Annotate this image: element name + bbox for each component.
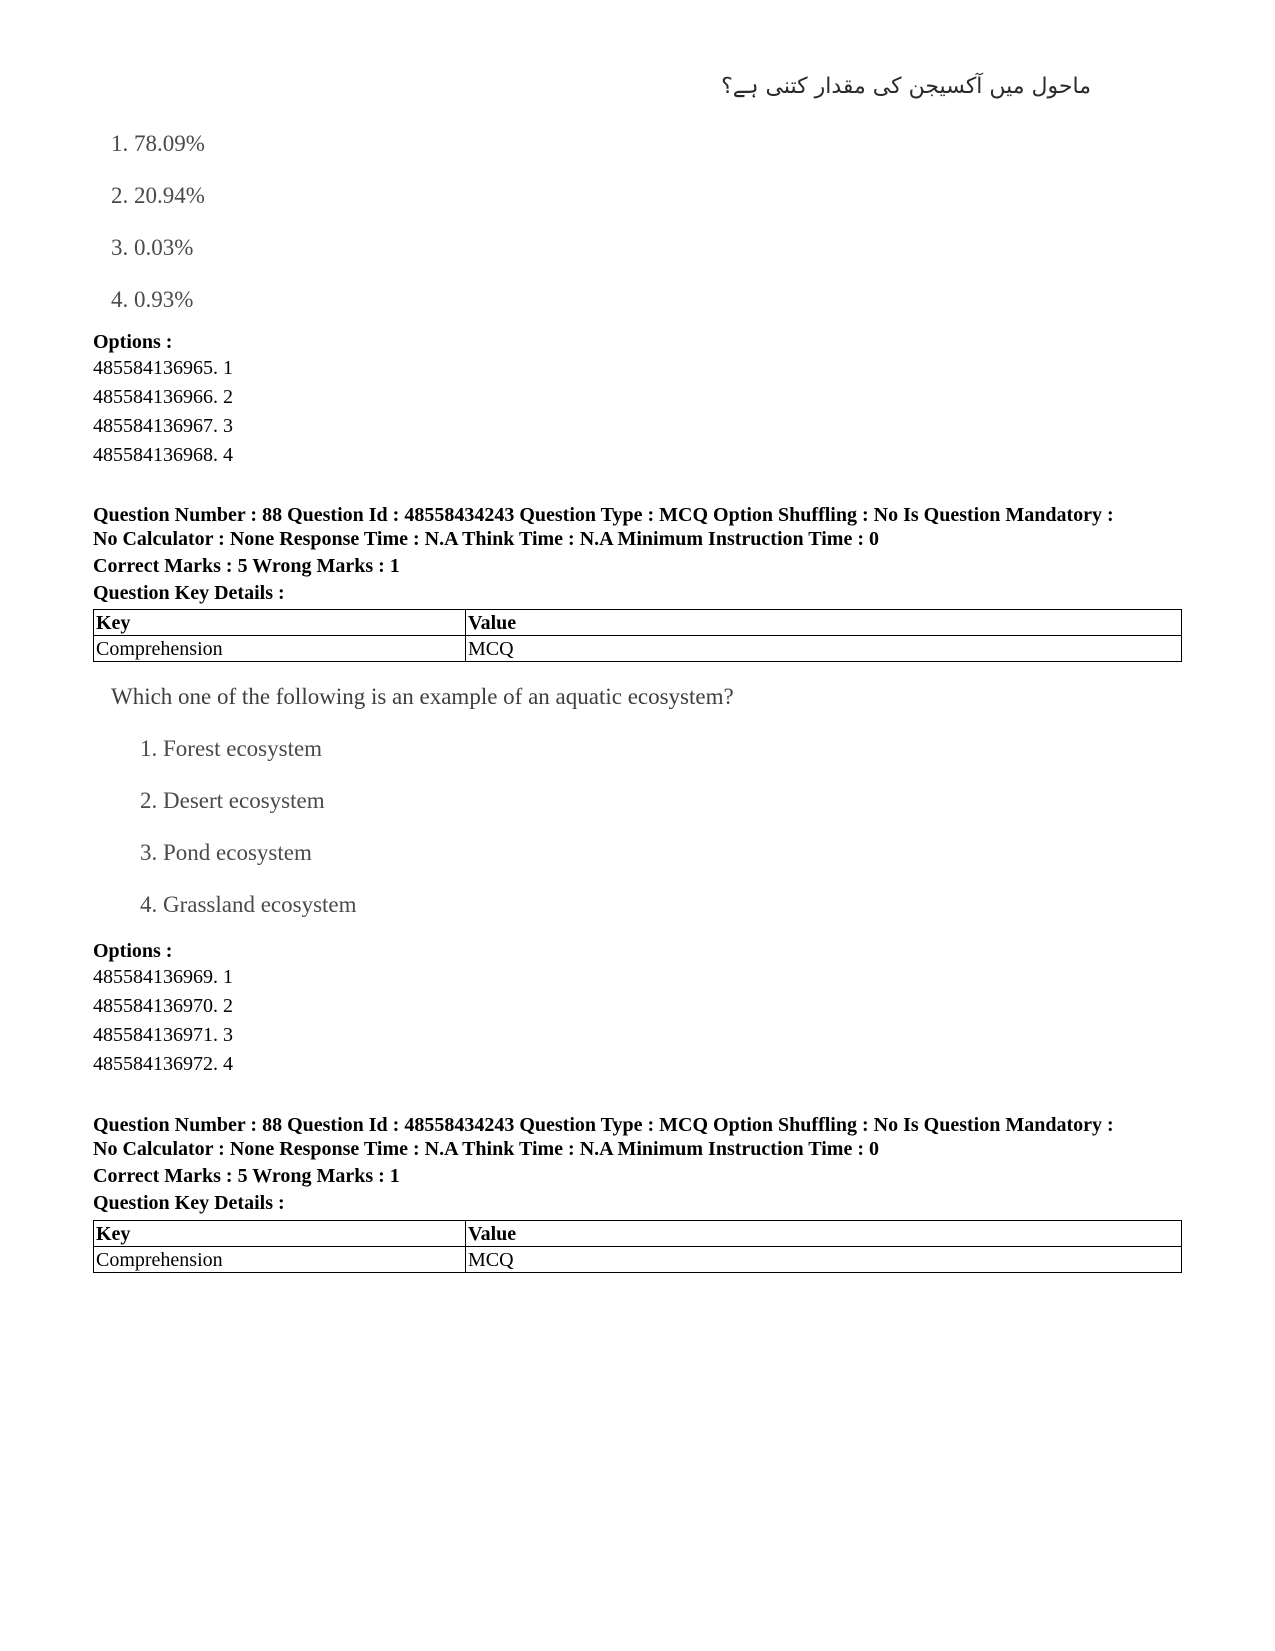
question-text: Which one of the following is an example of an aquatic ecosystem? <box>111 684 734 709</box>
key-details-label: Question Key Details : <box>93 582 285 604</box>
question-key-table <box>93 1220 1182 1273</box>
question-meta-line-2: No Calculator : None Response Time : N.A Think Time : N.A Minimum Instruction Time : 0 <box>93 1138 879 1160</box>
options-section <box>93 939 1193 1079</box>
marks-line: Correct Marks : 5 Wrong Marks : 1 <box>93 1165 400 1187</box>
table-cell-value: MCQ <box>466 1247 1182 1273</box>
table-header-row <box>94 1221 1182 1247</box>
option-id-line: 485584136969. 1 <box>93 966 233 988</box>
table-header-value: Value <box>466 1221 1182 1247</box>
option-id-line: 485584136967. 3 <box>93 415 233 437</box>
choice-2: 2. 20.94% <box>111 183 205 208</box>
choice-4: 4. Grassland ecosystem <box>140 892 357 917</box>
question-key-table <box>93 609 1182 662</box>
marks-line: Correct Marks : 5 Wrong Marks : 1 <box>93 555 400 577</box>
table-header-row <box>94 610 1182 636</box>
choice-4: 4. 0.93% <box>111 287 194 312</box>
choice-3: 3. 0.03% <box>111 235 194 260</box>
options-label: Options : <box>93 940 173 962</box>
question-meta-line-1: Question Number : 88 Question Id : 48558434243 Question Type : MCQ Option Shuffling : No Is Question Mandatory : <box>93 504 1114 526</box>
options-label: Options : <box>93 331 173 353</box>
option-id-line: 485584136966. 2 <box>93 386 233 408</box>
option-id-line: 485584136971. 3 <box>93 1024 233 1046</box>
table-row <box>94 636 1182 662</box>
question-meta <box>93 503 1193 605</box>
choice-3: 3. Pond ecosystem <box>140 840 312 865</box>
urdu-question-text: ماحول میں آکسیجن کی مقدار کتنی ہے؟ <box>721 74 1091 99</box>
option-id-line: 485584136970. 2 <box>93 995 233 1017</box>
option-id-line: 485584136972. 4 <box>93 1053 233 1075</box>
option-id-line: 485584136965. 1 <box>93 357 233 379</box>
choice-2: 2. Desert ecosystem <box>140 788 325 813</box>
choice-1: 1. Forest ecosystem <box>140 736 323 761</box>
table-cell-key: Comprehension <box>94 636 466 662</box>
choice-1: 1. 78.09% <box>111 131 205 156</box>
table-cell-value: MCQ <box>466 636 1182 662</box>
question-meta-line-2: No Calculator : None Response Time : N.A Think Time : N.A Minimum Instruction Time : 0 <box>93 528 879 550</box>
table-cell-key: Comprehension <box>94 1247 466 1273</box>
options-section <box>93 330 1193 470</box>
question-meta <box>93 1113 1193 1215</box>
key-details-label: Question Key Details : <box>93 1192 285 1214</box>
option-id-line: 485584136968. 4 <box>93 444 233 466</box>
table-header-key: Key <box>94 1221 466 1247</box>
table-row <box>94 1247 1182 1273</box>
table-header-value: Value <box>466 610 1182 636</box>
table-header-key: Key <box>94 610 466 636</box>
question-meta-line-1: Question Number : 88 Question Id : 48558434243 Question Type : MCQ Option Shuffling : No Is Question Mandatory : <box>93 1114 1114 1136</box>
